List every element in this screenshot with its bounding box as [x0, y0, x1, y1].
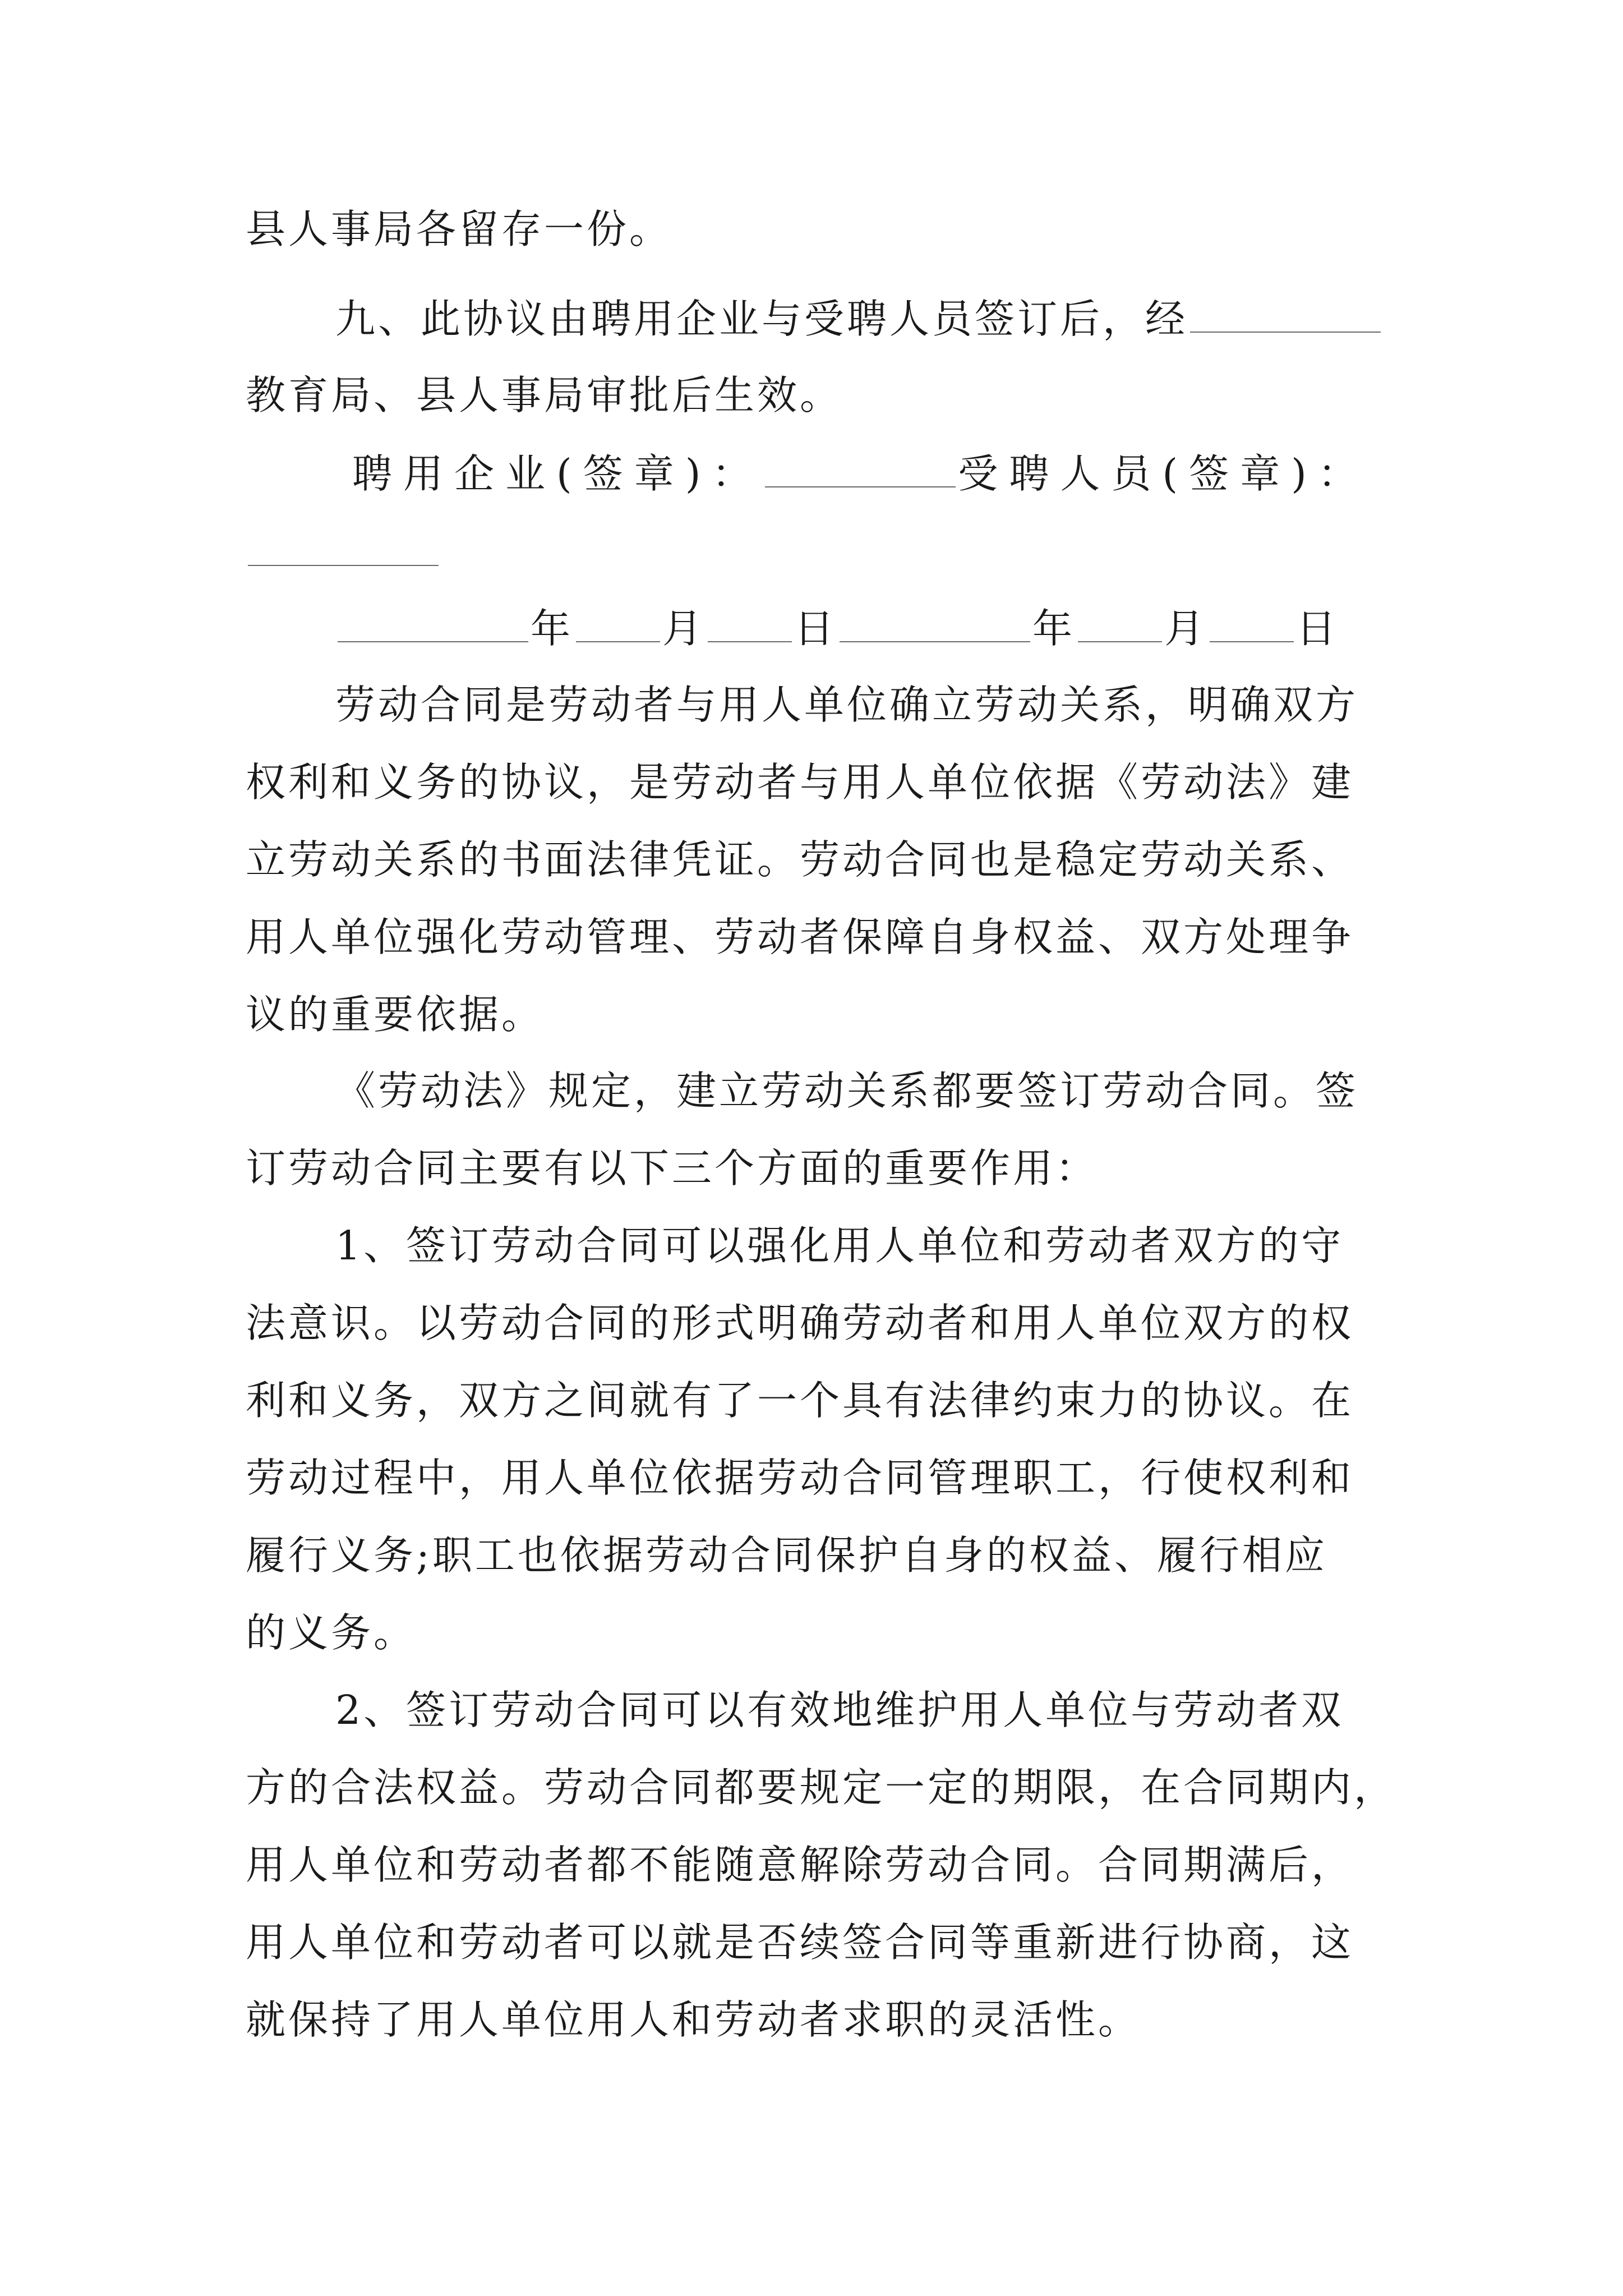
paragraph-line: [246, 1530, 1327, 1581]
paragraph-line: [246, 912, 1354, 963]
blank-field: [1190, 297, 1381, 333]
employee-signature-blank: [248, 530, 439, 566]
line-text: 《劳动法》规定，建立劳动关系都要签订劳动合同。签: [335, 1068, 1359, 1114]
paragraph-line: [246, 1143, 1098, 1194]
day-label: 日: [794, 605, 838, 652]
paragraph-line: [246, 1453, 1354, 1503]
paragraph-line: [246, 1608, 416, 1658]
line-text: 方的合法权益。劳动合同都要规定一定的期限，在合同期内，: [246, 1764, 1397, 1811]
line-text: 用人单位和劳动者可以就是否续签合同等重新进行协商，这: [246, 1919, 1354, 1966]
day-label: 日: [1296, 605, 1340, 652]
signature-line: [352, 449, 1369, 499]
paragraph-line: [335, 1066, 1358, 1116]
line-text: 利和义务，双方之间就有了一个具有法律约束力的协议。在: [246, 1377, 1354, 1424]
year-blank: [840, 606, 1030, 642]
line-text: 法意识。以劳动合同的形式明确劳动者和用人单位双方的权: [246, 1300, 1354, 1346]
paragraph-line: [246, 1995, 1141, 2045]
month-label: 月: [1164, 605, 1208, 652]
employee-signature-label: 受聘人员(签章)：: [958, 450, 1369, 497]
day-blank: [1210, 606, 1294, 642]
line-text: 的义务。: [246, 1609, 417, 1656]
employer-signature-blank: [765, 452, 956, 487]
paragraph-line: [335, 680, 1358, 730]
paragraph-line: [246, 757, 1354, 808]
line-text: 用人单位和劳动者都不能随意解除劳动合同。合同期满后，: [246, 1842, 1354, 1888]
line-text: 县人事局各留存一份。: [246, 206, 672, 252]
paragraph-line: [246, 835, 1354, 885]
line-text: 订劳动合同主要有以下三个方面的重要作用：: [246, 1145, 1099, 1191]
line-text: 劳动过程中，用人单位依据劳动合同管理职工，行使权利和: [246, 1455, 1354, 1501]
paragraph-line: [246, 1917, 1354, 1968]
line-text: 用人单位强化劳动管理、劳动者保障自身权益、双方处理争: [246, 914, 1354, 960]
line-text: 权利和义务的协议，是劳动者与用人单位依据《劳动法》建: [246, 759, 1354, 806]
paragraph-line: [246, 1375, 1354, 1426]
paragraph-line: [246, 990, 544, 1040]
line-text: 2、签订劳动合同可以有效地维护用人单位与劳动者双: [335, 1687, 1344, 1733]
date-line: [335, 604, 1339, 654]
clause-nine-line: [335, 294, 1383, 344]
paragraph-line: [335, 1221, 1344, 1271]
line-text: 1、签订劳动合同可以强化用人单位和劳动者双方的守: [335, 1222, 1344, 1269]
employer-signature-label: 聘用企业(签章)：: [352, 450, 763, 497]
year-label: 年: [1032, 605, 1076, 652]
paragraph-line: [246, 1763, 1396, 1813]
line-text: 九、此协议由聘用企业与受聘人员签订后，经: [335, 296, 1188, 342]
year-label: 年: [531, 605, 574, 652]
month-blank: [1078, 606, 1162, 642]
paragraph-line: [335, 1685, 1344, 1736]
year-blank: [338, 606, 528, 642]
line-text: 劳动合同是劳动者与用人单位确立劳动关系，明确双方: [335, 682, 1359, 728]
paragraph-line: [246, 1298, 1354, 1349]
month-label: 月: [662, 605, 706, 652]
text-line: [246, 370, 842, 421]
text-line: [246, 204, 672, 255]
day-blank: [708, 606, 792, 642]
line-text: 教育局、县人事局审批后生效。: [246, 372, 843, 418]
paragraph-line: [246, 1840, 1354, 1890]
line-text: 履行义务;职工也依据劳动合同保护自身的权益、履行相应: [246, 1532, 1327, 1579]
signature-continuation-line: [246, 527, 441, 578]
month-blank: [576, 606, 660, 642]
line-text: 立劳动关系的书面法律凭证。劳动合同也是稳定劳动关系、: [246, 836, 1354, 883]
line-text: 就保持了用人单位用人和劳动者求职的灵活性。: [246, 1996, 1141, 2043]
line-text: 议的重要依据。: [246, 991, 545, 1038]
